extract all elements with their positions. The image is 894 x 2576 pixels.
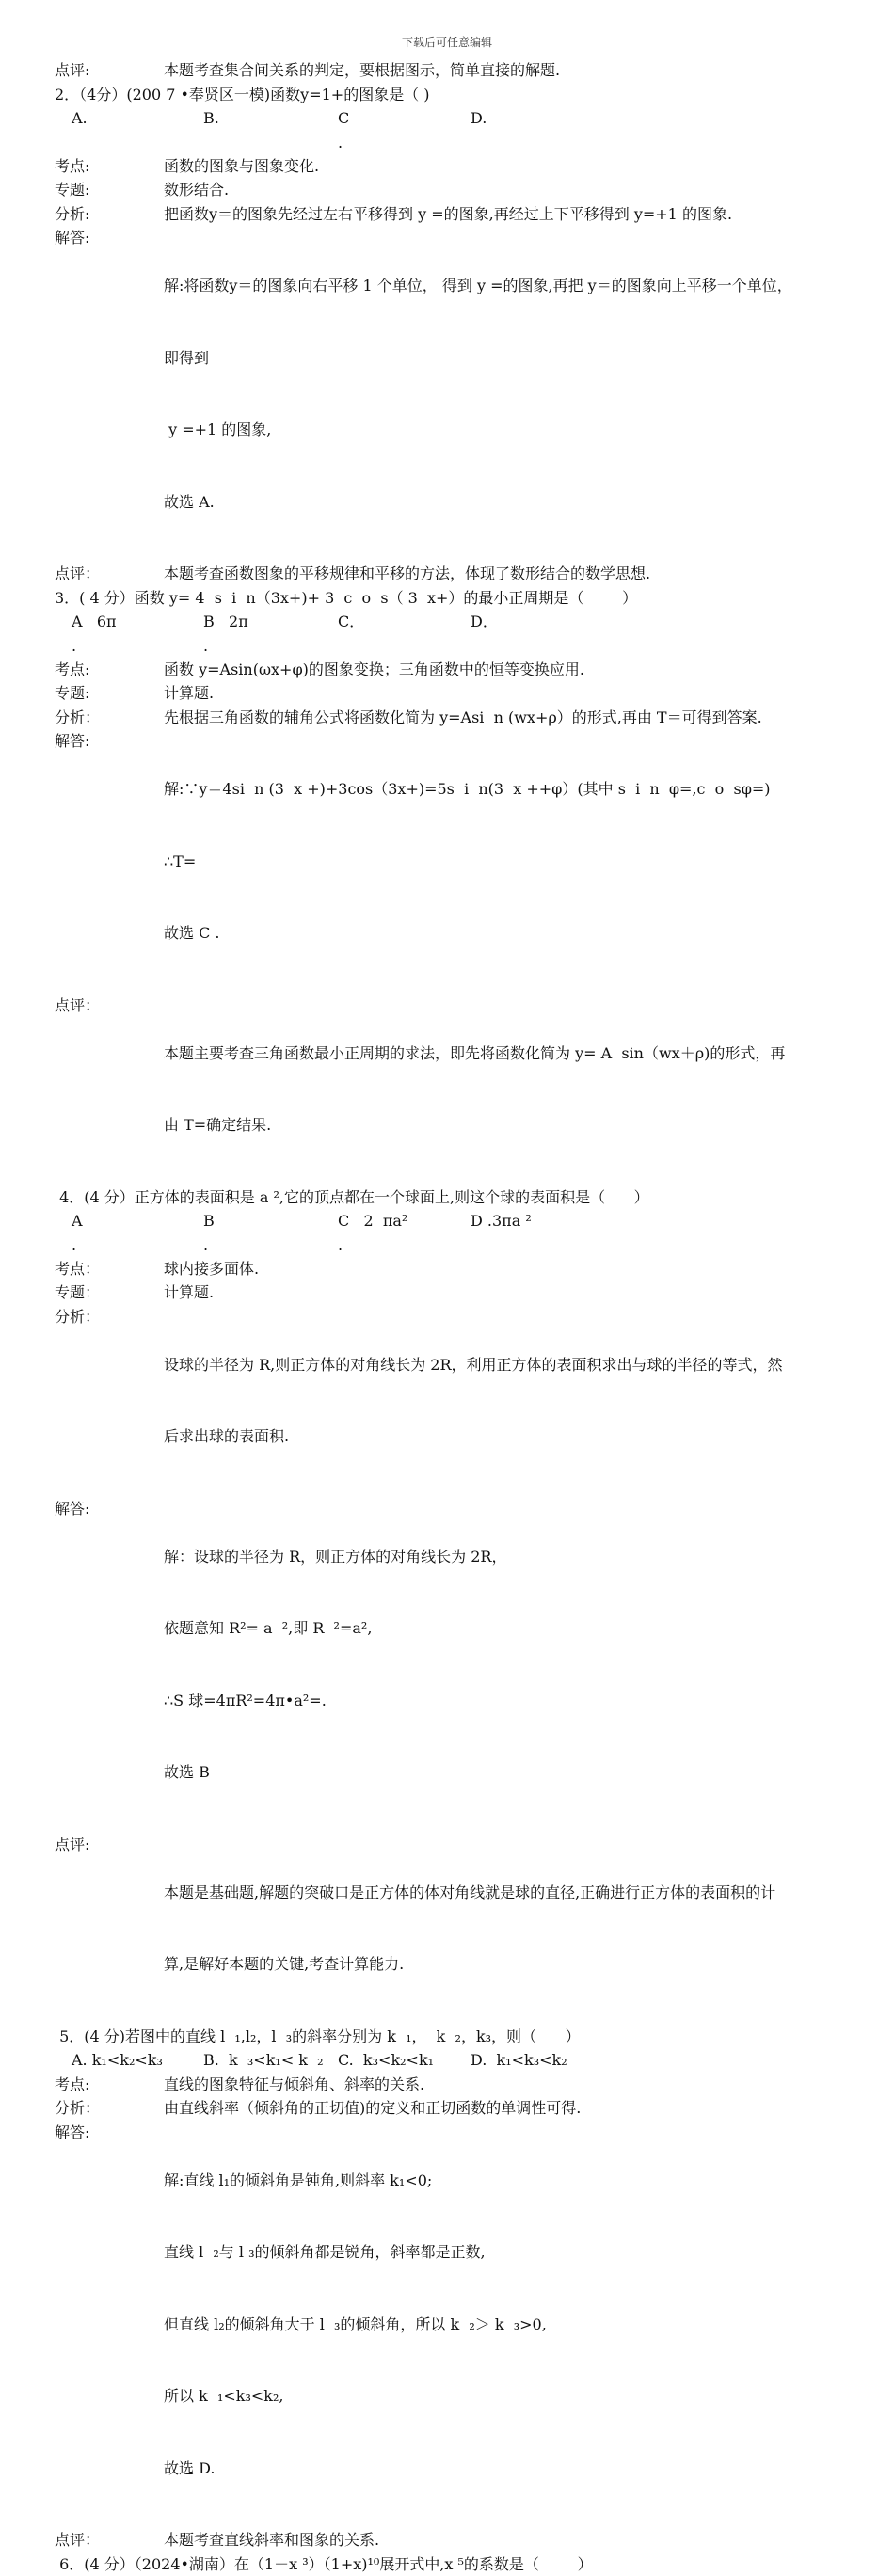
q2-dot-a xyxy=(72,131,203,154)
label-fenxi: 分析: xyxy=(55,202,164,227)
q4-jieda-line: 故选 B xyxy=(164,1760,894,1785)
q4-kaodian-row xyxy=(55,1257,894,1281)
q3-jieda-line: 解:∵y＝4si n (3 x +)+3cos（3x+)=5s i n(3 x ++φ）(其中 s i n φ=,c o sφ=) xyxy=(164,777,894,802)
q4-fenxi-row xyxy=(55,1305,894,1497)
q3-jieda-row xyxy=(55,729,894,994)
q2-dianping-row xyxy=(55,562,894,586)
q4-jieda-row xyxy=(55,1497,894,1833)
q2-zhuanti: 数形结合. xyxy=(164,178,894,202)
q3-stem: 3．( 4 分）函数 y= 4 s i n（3x+)+ 3 c o s（ 3 x+）的最小正周期是（ ） xyxy=(55,586,894,611)
q2-choice-c: C xyxy=(338,106,471,131)
q5-choice-d: D. k₁<k₃<k₂ xyxy=(471,2048,567,2073)
q4-choice-c: C 2 πa² xyxy=(338,1209,471,1233)
q5-choices xyxy=(55,2048,894,2073)
label-jieda: 解答: xyxy=(55,2121,164,2145)
q3-zhuanti: 计算题. xyxy=(164,681,894,706)
q5-kaodian: 直线的图象特征与倾斜角、斜率的关系. xyxy=(164,2073,894,2097)
q5-choice-a: A. k₁<k₂<k₃ xyxy=(72,2048,203,2073)
q5-jieda-line: 故选 D. xyxy=(164,2457,894,2481)
q4-choice-a: A xyxy=(72,1209,203,1233)
label-zhuanti: 专题: xyxy=(55,681,164,706)
q2-dot-c: . xyxy=(338,131,471,154)
q2-jieda-row xyxy=(55,226,894,562)
q3-dianping xyxy=(164,994,894,1185)
q5-stem: 5．(4 分)若图中的直线 l ₁,l₂，l ₃的斜率分别为 k ₁， k ₂，k₃，则（ ） xyxy=(55,2025,894,2049)
q4-choices xyxy=(55,1209,894,1233)
q4-dianping-line: 本题是基础题,解题的突破口是正方体的体对角线就是球的直径,正确进行正方体的表面积的计 xyxy=(164,1881,894,1905)
q4-stem: 4．(4 分）正方体的表面积是 a ²,它的顶点都在一个球面上,则这个球的表面积是（ ） xyxy=(55,1185,894,1210)
q4-jieda-line: ∴S 球=4πR²=4π•a²=. xyxy=(164,1689,894,1713)
label-fenxi: 分析： xyxy=(55,2096,164,2121)
q4-fenxi-line: 后求出球的表面积. xyxy=(164,1424,894,1449)
q4-jieda-line: 依题意知 R²= a ²,即 R ²=a², xyxy=(164,1616,894,1641)
q1-dianping: 本题考查集合间关系的判定，要根据图示，简单直接的解题. xyxy=(164,58,894,83)
q4-dot-b: . xyxy=(203,1233,338,1257)
q3-fenxi-row xyxy=(55,706,894,730)
q3-choice-b: B 2π xyxy=(203,610,338,634)
q2-stem: 2．（4分）(200 7 •奉贤区一模)函数y=1+的图象是（ ) xyxy=(55,83,894,107)
q4-kaodian: 球内接多面体. xyxy=(164,1257,894,1281)
q3-dot-a: . xyxy=(72,634,203,658)
q3-dot-b: . xyxy=(203,634,338,658)
q3-jieda-line: ∴T= xyxy=(164,850,894,874)
q4-dot-c: . xyxy=(338,1233,471,1257)
q3-kaodian: 函数 y=Asin(ωx+φ)的图象变换；三角函数中的恒等变换应用. xyxy=(164,658,894,682)
q2-jieda-line: 即得到 xyxy=(164,346,894,371)
label-zhuanti: 专题: xyxy=(55,178,164,202)
q4-jieda xyxy=(164,1497,894,1833)
q4-fenxi-line: 设球的半径为 R,则正方体的对角线长为 2R，利用正方体的表面积求出与球的半径的等式，然 xyxy=(164,1353,894,1377)
q2-jieda xyxy=(164,226,894,562)
q3-dianping-row xyxy=(55,994,894,1185)
q4-zhuanti-row xyxy=(55,1280,894,1305)
q3-choice-c: C． xyxy=(338,610,471,634)
label-zhuanti: 专题： xyxy=(55,1280,164,1305)
q5-jieda-line: 直线 l ₂与 l ₃的倾斜角都是锐角，斜率都是正数, xyxy=(164,2240,894,2265)
label-dianping: 点评: xyxy=(55,1833,164,1857)
q4-zhuanti: 计算题. xyxy=(164,1280,894,1305)
q5-dianping: 本题考查直线斜率和图象的关系. xyxy=(164,2528,894,2552)
label-dianping: 点评: xyxy=(55,58,164,83)
q5-kaodian-row xyxy=(55,2073,894,2097)
q4-choice-dots xyxy=(55,1233,894,1257)
q2-kaodian: 函数的图象与图象变化. xyxy=(164,154,894,179)
q4-dianping xyxy=(164,1833,894,2025)
q4-dot-a: . xyxy=(72,1233,203,1257)
q4-choice-b: B xyxy=(203,1209,338,1233)
q3-kaodian-row xyxy=(55,658,894,682)
label-kaodian: 考点： xyxy=(55,1257,164,1281)
q2-fenxi: 把函数y＝的图象先经过左右平移得到 y =的图象,再经过上下平移得到 y=+1 的图象. xyxy=(164,202,894,227)
label-jieda: 解答: xyxy=(55,1497,164,1521)
q3-zhuanti-row xyxy=(55,681,894,706)
q2-choice-dots xyxy=(55,131,894,154)
q3-dianping-line: 本题主要考查三角函数最小正周期的求法，即先将函数化简为 y= A sin（wx＋ρ)的形式，再 xyxy=(164,1042,894,1066)
q2-zhuanti-row xyxy=(55,178,894,202)
q1-dianping-row xyxy=(55,58,894,83)
label-jieda: 解答: xyxy=(55,729,164,754)
q5-choice-c: C. k₃<k₂<k₁ xyxy=(338,2048,471,2073)
q2-jieda-line: 解:将函数y＝的图象向右平移 1 个单位， 得到 y =的图象,再把 y＝的图象向上平移一个单位， xyxy=(164,274,894,298)
q2-fenxi-row xyxy=(55,202,894,227)
q5-choice-b: B. k ₃<k₁< k ₂ xyxy=(203,2048,338,2073)
label-fenxi: 分析： xyxy=(55,1305,164,1329)
label-dianping: 点评： xyxy=(55,994,164,1018)
q3-choice-d: D． xyxy=(471,610,498,634)
label-kaodian: 考点: xyxy=(55,2073,164,2097)
q2-choices xyxy=(55,106,894,131)
q5-jieda xyxy=(164,2121,894,2529)
q5-dianping-row xyxy=(55,2528,894,2552)
q5-jieda-line: 但直线 l₂的倾斜角大于 l ₃的倾斜角，所以 k ₂＞ k ₃>0, xyxy=(164,2313,894,2337)
q3-fenxi: 先根据三角函数的辅角公式将函数化简为 y=Asi n (wx+ρ）的形式,再由 T＝可得到答案. xyxy=(164,706,894,730)
q3-choices xyxy=(55,610,894,634)
q2-choice-d: D. xyxy=(471,106,487,131)
q3-dianping-line: 由 T=确定结果. xyxy=(164,1113,894,1137)
q3-jieda-line: 故选 C . xyxy=(164,921,894,946)
q5-fenxi-row xyxy=(55,2096,894,2121)
page-header: 下载后可任意编辑 xyxy=(0,34,894,50)
q5-jieda-row xyxy=(55,2121,894,2529)
q2-choice-b: B. xyxy=(203,106,338,131)
label-jieda: 解答: xyxy=(55,226,164,250)
label-kaodian: 考点: xyxy=(55,658,164,682)
q2-jieda-line: 故选 A. xyxy=(164,490,894,515)
label-kaodian: 考点: xyxy=(55,154,164,179)
label-dianping: 点评： xyxy=(55,562,164,586)
q2-dianping: 本题考查函数图象的平移规律和平移的方法，体现了数形结合的数学思想. xyxy=(164,562,894,586)
q3-dot-c xyxy=(338,634,471,658)
q4-dianping-row xyxy=(55,1833,894,2025)
label-fenxi: 分析： xyxy=(55,706,164,730)
q2-choice-a: A. xyxy=(72,106,203,131)
q6-stem: 6．(4 分）（2024•湖南）在（1－x ³）（1+x)¹⁰展开式中,x ⁵的系数是（ ） xyxy=(55,2552,894,2576)
q5-fenxi: 由直线斜率（倾斜角的正切值)的定义和正切函数的单调性可得. xyxy=(164,2096,894,2121)
q5-jieda-line: 所以 k ₁<k₃<k₂, xyxy=(164,2384,894,2409)
q4-jieda-line: 解：设球的半径为 R，则正方体的对角线长为 2R， xyxy=(164,1545,894,1569)
q5-jieda-line: 解:直线 l₁的倾斜角是钝角,则斜率 k₁<0; xyxy=(164,2169,894,2193)
q4-fenxi xyxy=(164,1305,894,1497)
document-body xyxy=(55,58,894,2576)
q3-choice-a: A 6π xyxy=(72,610,203,634)
label-dianping: 点评： xyxy=(55,2528,164,2552)
q3-jieda xyxy=(164,729,894,994)
q4-choice-d: D .3πa ² xyxy=(471,1209,532,1233)
q2-dot-b xyxy=(203,131,338,154)
q3-choice-dots xyxy=(55,634,894,658)
q2-kaodian-row xyxy=(55,154,894,179)
q2-jieda-line: y =+1 的图象, xyxy=(164,418,894,442)
q4-dianping-line: 算,是解好本题的关键,考查计算能力. xyxy=(164,1952,894,1977)
